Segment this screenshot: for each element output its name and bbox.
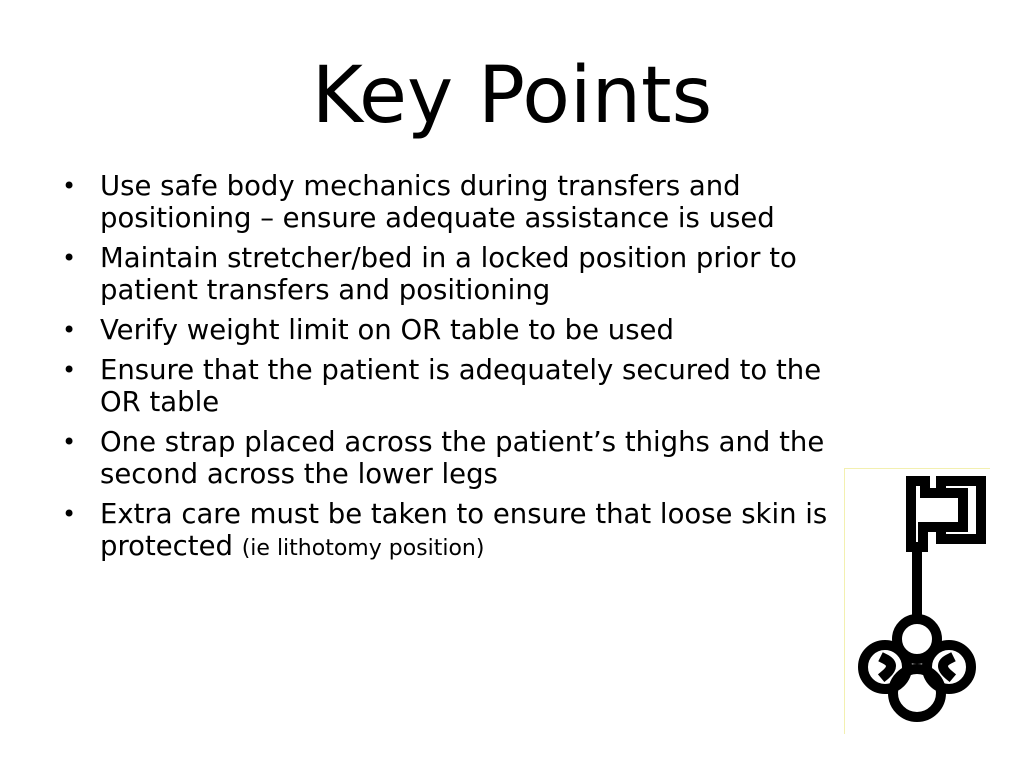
- bullet-item-patient-secured: [62, 354, 852, 418]
- bullet-list: [62, 170, 852, 573]
- bullet-dot: •: [62, 428, 77, 456]
- bullet-item-loose-skin: [62, 498, 852, 565]
- bullet-dot: •: [62, 172, 77, 200]
- bullet-item-weight-limit: [62, 314, 852, 346]
- bullet-dot: •: [62, 356, 77, 384]
- bullet-text: Verify weight limit on OR table to be used: [100, 314, 674, 346]
- slide-title: Key Points: [311, 51, 713, 141]
- bullet-text: Extra care must be taken to ensure that loose skin is protected: [100, 498, 828, 562]
- bullet-text: Ensure that the patient is adequately secured to the OR table: [100, 354, 822, 418]
- key-image: [844, 468, 990, 734]
- bullet-item-locked-stretcher: [62, 242, 852, 306]
- bullet-text: Use safe body mechanics during transfers and positioning – ensure adequate assistance is used: [100, 170, 775, 234]
- bullet-item-body-mechanics: [62, 170, 852, 234]
- bullet-item-straps: [62, 426, 852, 490]
- bullet-note: (ie lithotomy position): [241, 536, 485, 561]
- bullet-dot: •: [62, 244, 77, 272]
- key-icon: [845, 469, 991, 735]
- bullet-text: Maintain stretcher/bed in a locked position prior to patient transfers and positioning: [100, 242, 797, 306]
- bullet-dot: •: [62, 316, 77, 344]
- bullet-text: One strap placed across the patient’s thighs and the second across the lower legs: [100, 426, 825, 490]
- bullet-dot: •: [62, 500, 77, 528]
